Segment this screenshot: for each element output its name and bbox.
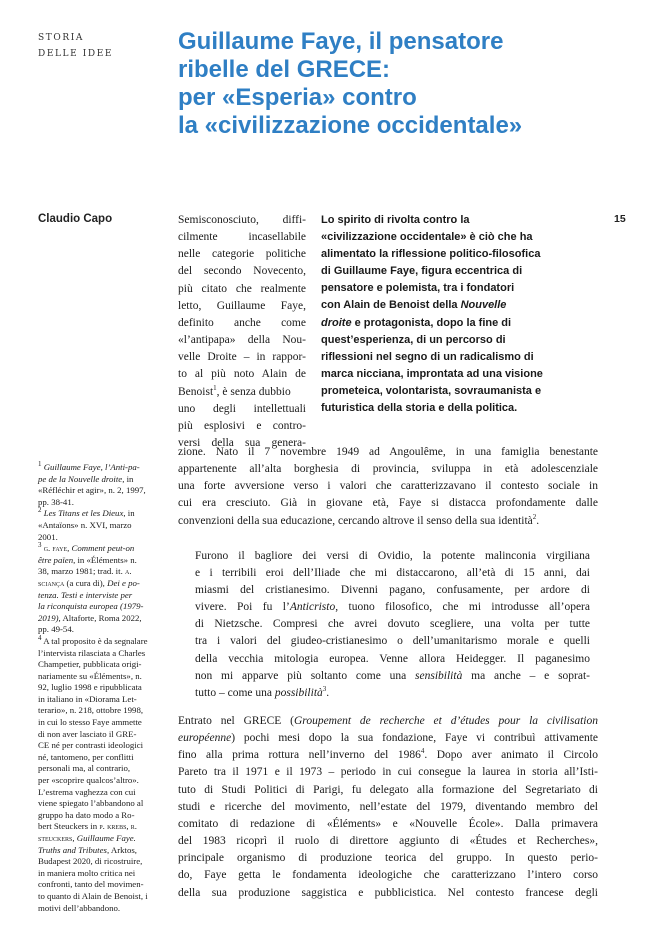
abstract-line: Lo spirito di rivolta contro la	[321, 214, 470, 226]
intro-line: definito anche come	[178, 316, 306, 329]
footnote-line: CE né per contrasti ideologici	[38, 740, 144, 751]
quote-line	[195, 599, 590, 616]
quote-italic: Anticristo	[289, 601, 336, 614]
intro-text: , è senza dubbio	[216, 385, 291, 398]
footnote-line	[38, 474, 164, 486]
quote-italic: sensibilità	[415, 669, 463, 682]
quote-text: non mi apparve più soltanto come una	[195, 669, 416, 682]
footnote-line: motivi dell’abbandono.	[38, 902, 121, 913]
footnote-line: in cui lo stesso Faye ammette	[38, 717, 142, 728]
footnote-line: confronti, tanto del movimen-	[38, 879, 144, 890]
body-line: tuto di Studi Politici di Parigi, fu delegato alla formazione del Segretariato di	[178, 783, 598, 796]
footnote-text: bert Steuckers in	[38, 821, 100, 832]
abstract-line: marca nicciana, improntata ad una visione	[321, 367, 543, 380]
intro-line: più esplosivi e contro-	[178, 419, 306, 432]
footnote-line	[38, 462, 164, 474]
intro-line: nelle categorie politiche	[178, 248, 306, 261]
footnote-smallcaps: steuckers	[38, 833, 73, 843]
body-line	[178, 513, 598, 530]
footnote-line: nariamente su «Éléments», n.	[38, 670, 142, 681]
abstract-text: con Alain de Benoist della	[321, 299, 461, 312]
footnote-italic: être païen	[38, 554, 74, 565]
footnote-line	[38, 821, 164, 833]
quote-italic: possibilità	[274, 686, 323, 699]
footnote-italic: Les Titans et les Dieux	[43, 508, 124, 519]
body-text: . Dopo aver animato il Circolo	[424, 749, 598, 762]
body-paragraph-1	[178, 444, 598, 530]
body-line	[178, 730, 598, 747]
footnote-line: gruppo ha dato modo a Ro-	[38, 809, 135, 820]
abstract-italic: Nouvelle	[460, 299, 507, 312]
footnote-line: né, tantomeno, per conflitti	[38, 751, 134, 762]
quote-line: della vecchia mitologia europea. Venne allora Heidegger. Il paganesimo	[195, 652, 590, 665]
quote-text: , tuono filosofico, che mi introdusse all’opera	[335, 601, 590, 614]
footnote-line: viene spiegato l’abbandono al	[38, 798, 144, 809]
footnote-line	[38, 566, 164, 578]
quote-line: Furono il bagliore dei versi di Ovidio, la potente malinconia virgiliana	[195, 550, 590, 562]
footnote-line: Champetier, pubblicata origi-	[38, 659, 142, 670]
section-label	[38, 30, 113, 62]
footnote-smallcaps: sciança	[38, 577, 65, 588]
footnote-number: 4	[38, 633, 42, 642]
footnote-line: Budapest 2020, di ricostruire,	[38, 856, 143, 867]
title-line: ribelle del GRECE:	[178, 56, 391, 83]
footnote-line: pp. 38-41.	[38, 496, 74, 507]
footnote-smallcaps: p. krebs, r.	[99, 821, 138, 832]
footnote-ref[interactable]: 3	[322, 684, 327, 693]
quote-text: tutto – come una	[195, 686, 275, 699]
footnote-text: A tal proposito è da segnalare	[43, 635, 148, 646]
title-line: la «civilizzazione occidentale»	[178, 112, 523, 139]
footnote-line	[38, 845, 164, 857]
footnote-text: (a cura di),	[64, 577, 108, 588]
footnote-line	[38, 590, 164, 602]
intro-line: «l’antipapa» della Nou-	[178, 334, 306, 347]
body-text: convenzioni della sua educazione, cercando altrove il senso della sua identità	[178, 514, 533, 527]
footnote-smallcaps: a.	[124, 566, 132, 577]
author-name: Claudio Capo	[38, 213, 113, 225]
abstract	[321, 212, 599, 417]
footnote-line	[38, 833, 164, 845]
body-line	[178, 713, 598, 730]
intro-line	[178, 384, 306, 401]
footnote-line	[38, 555, 164, 567]
body-line: zione. Nato il 7 novembre 1949 ad Angoulême, in una famiglia benestante	[178, 446, 598, 458]
footnote-line	[38, 578, 164, 590]
intro-line: cilmente incasellabile	[178, 231, 306, 244]
footnote-line: in maniera molto critica nei	[38, 867, 136, 878]
footnote-number: 2	[38, 506, 42, 515]
body-text: fino alla prima rottura nell’inverno del 1986	[178, 749, 421, 762]
intro-line: velle Droite – in rappor-	[178, 351, 306, 364]
footnote-ref[interactable]: 4	[420, 747, 425, 756]
body-line: una forte avversione verso i valori che caratterizzavano il contesto sociale in	[178, 480, 598, 493]
footnote-italic: Guillaume Faye, l’Anti-pa-	[43, 462, 140, 472]
intro-column	[178, 212, 306, 452]
quote-line	[195, 668, 590, 685]
quote-line: di Nietzsche. Compresi che avrei dovuto scegliere, una volta per tutte	[195, 618, 590, 631]
footnote-italic: 2019)	[38, 612, 59, 623]
footnote-italic: Truths and Tributes	[38, 844, 107, 855]
quote-line: tra i valori del giudeo-cristianesimo o dell’umanitarismo morale e quelli	[195, 635, 590, 648]
body-line: Pareto tra il 1971 e il 1973 – periodo in cui consegue la laurea in storia all’Isti-	[178, 766, 598, 779]
abstract-line: «civilizzazione occidentale» è ciò che ha	[321, 231, 533, 244]
abstract-line: prometeica, volontarista, sovraumanista e	[321, 384, 542, 397]
footnote-line	[38, 543, 164, 555]
abstract-line: alimentato la riflessione politico-filosofica	[321, 248, 541, 261]
abstract-line: di Guillaume Faye, figura eccentrica di	[321, 265, 523, 278]
footnote-text: , in «Éléments» n.	[73, 554, 137, 565]
footnote-italic: pe de la Nouvelle droite	[38, 473, 123, 484]
intro-line: più citato che realmente	[178, 282, 306, 295]
body-italic: européenne	[178, 732, 232, 745]
footnote-text: , Altaforte, Roma 2022,	[58, 612, 142, 623]
page-number: 15	[614, 213, 626, 225]
footnote-line: l’intervista rilasciata a Charles	[38, 647, 146, 658]
footnote-smallcaps: g. faye	[43, 543, 68, 554]
footnote-number: 1	[38, 460, 42, 469]
body-line: do, Faye getta le fondamenta ideologiche che caratterizzano l’intero corso	[178, 869, 598, 882]
body-line: comitato di redazione di «Éléments» e «Nouvelle École». Dalla primavera	[178, 817, 598, 830]
footnote-line	[38, 508, 164, 520]
footnote-text: , Arktos,	[106, 844, 137, 855]
quote-text: .	[326, 686, 330, 699]
footnote-text: ,	[67, 543, 72, 554]
footnote-line: personali ma, al contrario,	[38, 763, 131, 774]
body-line: appartenente all’alta borghesia di provincia, sviluppa in età adolescenziale	[178, 463, 598, 476]
footnote-text: , in	[122, 473, 134, 484]
body-line	[178, 747, 598, 764]
intro-line: versi della sua genera-	[178, 437, 306, 450]
footnote-line: to quanto di Alain de Benoist, i	[38, 890, 148, 901]
quote-text: vivere. Poi fu l’	[195, 601, 290, 614]
footnote-line	[38, 601, 164, 613]
abstract-italic: droite	[321, 316, 352, 329]
footnote-italic: Guillaume Faye.	[76, 833, 136, 843]
body-paragraph-2	[178, 713, 598, 902]
title-line: per «Esperia» contro	[178, 84, 417, 111]
body-line: della sua produzione saggistica e pubblicistica. Nel contesto francese degli	[178, 886, 598, 899]
title-line: Guillaume Faye, il pensatore	[178, 28, 504, 55]
footnote-ref[interactable]: 2	[532, 512, 537, 521]
footnote-line: «Antaïons» n. XVI, marzo	[38, 519, 132, 530]
footnote-italic: Dei e po-	[107, 577, 140, 588]
abstract-line: pensatore e polemista, tra i fondatori	[321, 282, 515, 295]
quote-text: ma anche – e soprat-	[462, 669, 591, 682]
quote-line: miasmi del cristianesimo. Divenni pagano, confusamente, per ardore di	[195, 584, 590, 597]
intro-line: del secondo Novecento,	[178, 265, 306, 278]
footnote-ref[interactable]: 1	[213, 383, 217, 392]
body-line: del 1983 ricoprì il ruolo di direttore aggiunto di «Études et Recherches»,	[178, 835, 598, 848]
footnote-line: 92, luglio 1998 e ripubblicata	[38, 682, 142, 693]
abstract-line: riflessioni nel segno di un radicalismo di	[321, 350, 534, 363]
body-text: ) pochi mesi dopo la sua fondazione, Faye vi contribuì attivamente	[231, 732, 598, 745]
footnote-italic: Comment peut-on	[71, 543, 135, 554]
footnote-line: L’estrema vaghezza con cui	[38, 786, 136, 797]
footnote-text: ,	[72, 833, 77, 843]
footnote-line	[38, 613, 164, 625]
intro-text: Benoist	[178, 385, 214, 398]
abstract-line: quest’esperienza, di un percorso di	[321, 333, 506, 346]
body-line: cui era cresciuto. Già in giovane età, Faye si distacca profondamente dalle	[178, 497, 598, 510]
section-label-line: DELLE IDEE	[38, 49, 114, 59]
section-label-line: STORIA	[38, 33, 84, 43]
footnote-line: pp. 49-54.	[38, 624, 74, 635]
intro-line: letto, Guillaume Faye,	[178, 299, 306, 312]
quote-line: e i terribili eroi dell’Iliade che mi distaccarono, all’età di 15 anni, dai	[195, 567, 590, 580]
footnote-text: 38, marzo 1981; trad. it.	[38, 566, 125, 577]
quote-line	[195, 685, 590, 702]
intro-line: Semisconosciuto, diffi-	[178, 214, 306, 226]
footnote-number: 3	[38, 541, 42, 550]
footnote-line: di non aver lasciato il GRE-	[38, 728, 137, 739]
body-line: principale organismo di produzione teorica del gruppo. In questo perio-	[178, 852, 598, 865]
footnote-italic: tenza. Testi e interviste per	[38, 589, 133, 600]
footnote-italic: la riconquista europea (1979-	[38, 601, 144, 612]
abstract-line	[321, 315, 599, 332]
footnote-line: per «scoprire qualcos’altro».	[38, 775, 139, 786]
abstract-line	[321, 297, 599, 314]
footnote-line	[38, 633, 164, 648]
footnote-line: in italiano in «Diorama Let-	[38, 693, 137, 704]
footnote-line: 2001.	[38, 531, 58, 542]
article-title	[178, 28, 618, 140]
footnote-line: «Réfléchir et agir», n. 2, 1997,	[38, 485, 146, 496]
footnote-line: terario», n. 218, ottobre 1998,	[38, 705, 144, 716]
footnotes	[38, 462, 164, 914]
body-text: .	[536, 514, 540, 527]
abstract-text: e protagonista, dopo la fine di	[351, 316, 512, 329]
footnote-text: , in	[123, 508, 135, 519]
abstract-line: futuristica della storia e della politica.	[321, 402, 518, 415]
body-italic: Groupement de recherche et d’études pour la civilisation	[293, 715, 598, 727]
block-quote	[195, 548, 590, 702]
body-line: studi e ricerche del movimento, nell’estate del 1979, diventando membro del	[178, 800, 598, 813]
body-text: Entrato nel GRECE (	[178, 715, 294, 727]
intro-line: to al più noto Alain de	[178, 368, 306, 381]
intro-line: uno degli intellettuali	[178, 402, 306, 415]
